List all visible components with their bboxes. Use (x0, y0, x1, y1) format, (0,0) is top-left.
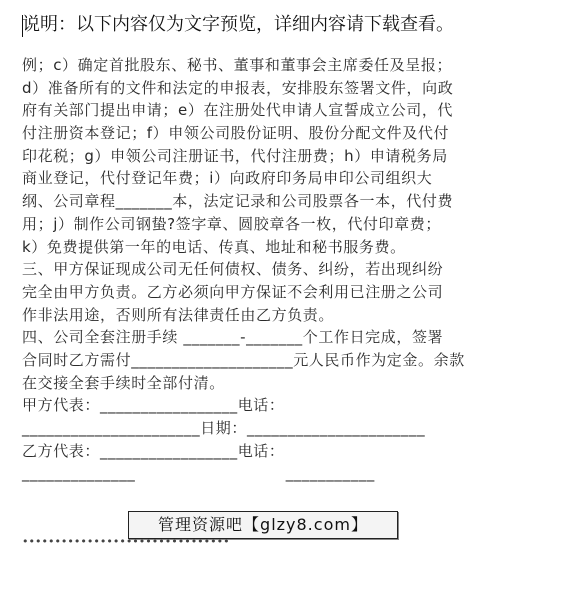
text-line: 纲、公司章程_______本，法定记录和公司股票各一本，代付费 (22, 192, 454, 211)
text-line: ______________ ___________ (22, 464, 375, 483)
text-line: d）准备所有的文件和法定的申报表，安排股东签署文件，向政 (22, 78, 454, 97)
text-line: 完全由甲方负责。乙方必须向甲方保证不会利用已注册之公司 (22, 282, 444, 301)
text-line: 例；c）确定首批股东、秘书、董事和董事会主席委任及呈报； (22, 56, 453, 74)
text-line: 印花税；g）申领公司注册证书，代付注册费；h）申请税务局 (22, 146, 448, 165)
signature-line-party-a: 甲方代表：_________________电话： (22, 396, 285, 415)
watermark-banner: 管理资源吧【glzy8.com】 (128, 511, 398, 539)
text-line: k）免费提供第一年的电话、传真、地址和秘书服务费。 (22, 237, 406, 256)
text-line: 付注册资本登记；f）申领公司股份证明、股份分配文件及代付 (22, 124, 450, 143)
signature-line-party-b: 乙方代表：_________________电话： (22, 441, 285, 460)
text-line: 用；j）制作公司钢蛰?签字章、圆胶章各一枚，代付印章费； (22, 214, 441, 233)
text-line: 作非法用途，否则所有法律责任由乙方负责。 (22, 305, 335, 324)
text-line: 三、甲方保证现成公司无任何债权、债务、纠纷，若出现纠纷 (22, 260, 444, 279)
text-line: 在交接全套手续时全部付清。 (22, 373, 225, 392)
preview-notice: 说明：以下内容仅为文字预览，详细内容请下载查看。 (22, 14, 454, 35)
dotted-divider: •••••••••••••••••••••••••••••••• (22, 535, 230, 548)
text-line: 合同时乙方需付____________________元人民币作为定金。余款 (22, 350, 465, 369)
date-line: ______________________日期：______________________ (22, 419, 426, 437)
text-line: 府有关部门提出申请；e）在注册处代申请人宣誓成立公司，代 (22, 101, 454, 120)
text-line: 商业登记，代付登记年费；i）向政府印务局申印公司组织大 (22, 169, 433, 188)
contract-body (22, 54, 562, 485)
text-line: 四、公司全套注册手续 _______-_______个工作日完成，签署 (22, 328, 444, 347)
